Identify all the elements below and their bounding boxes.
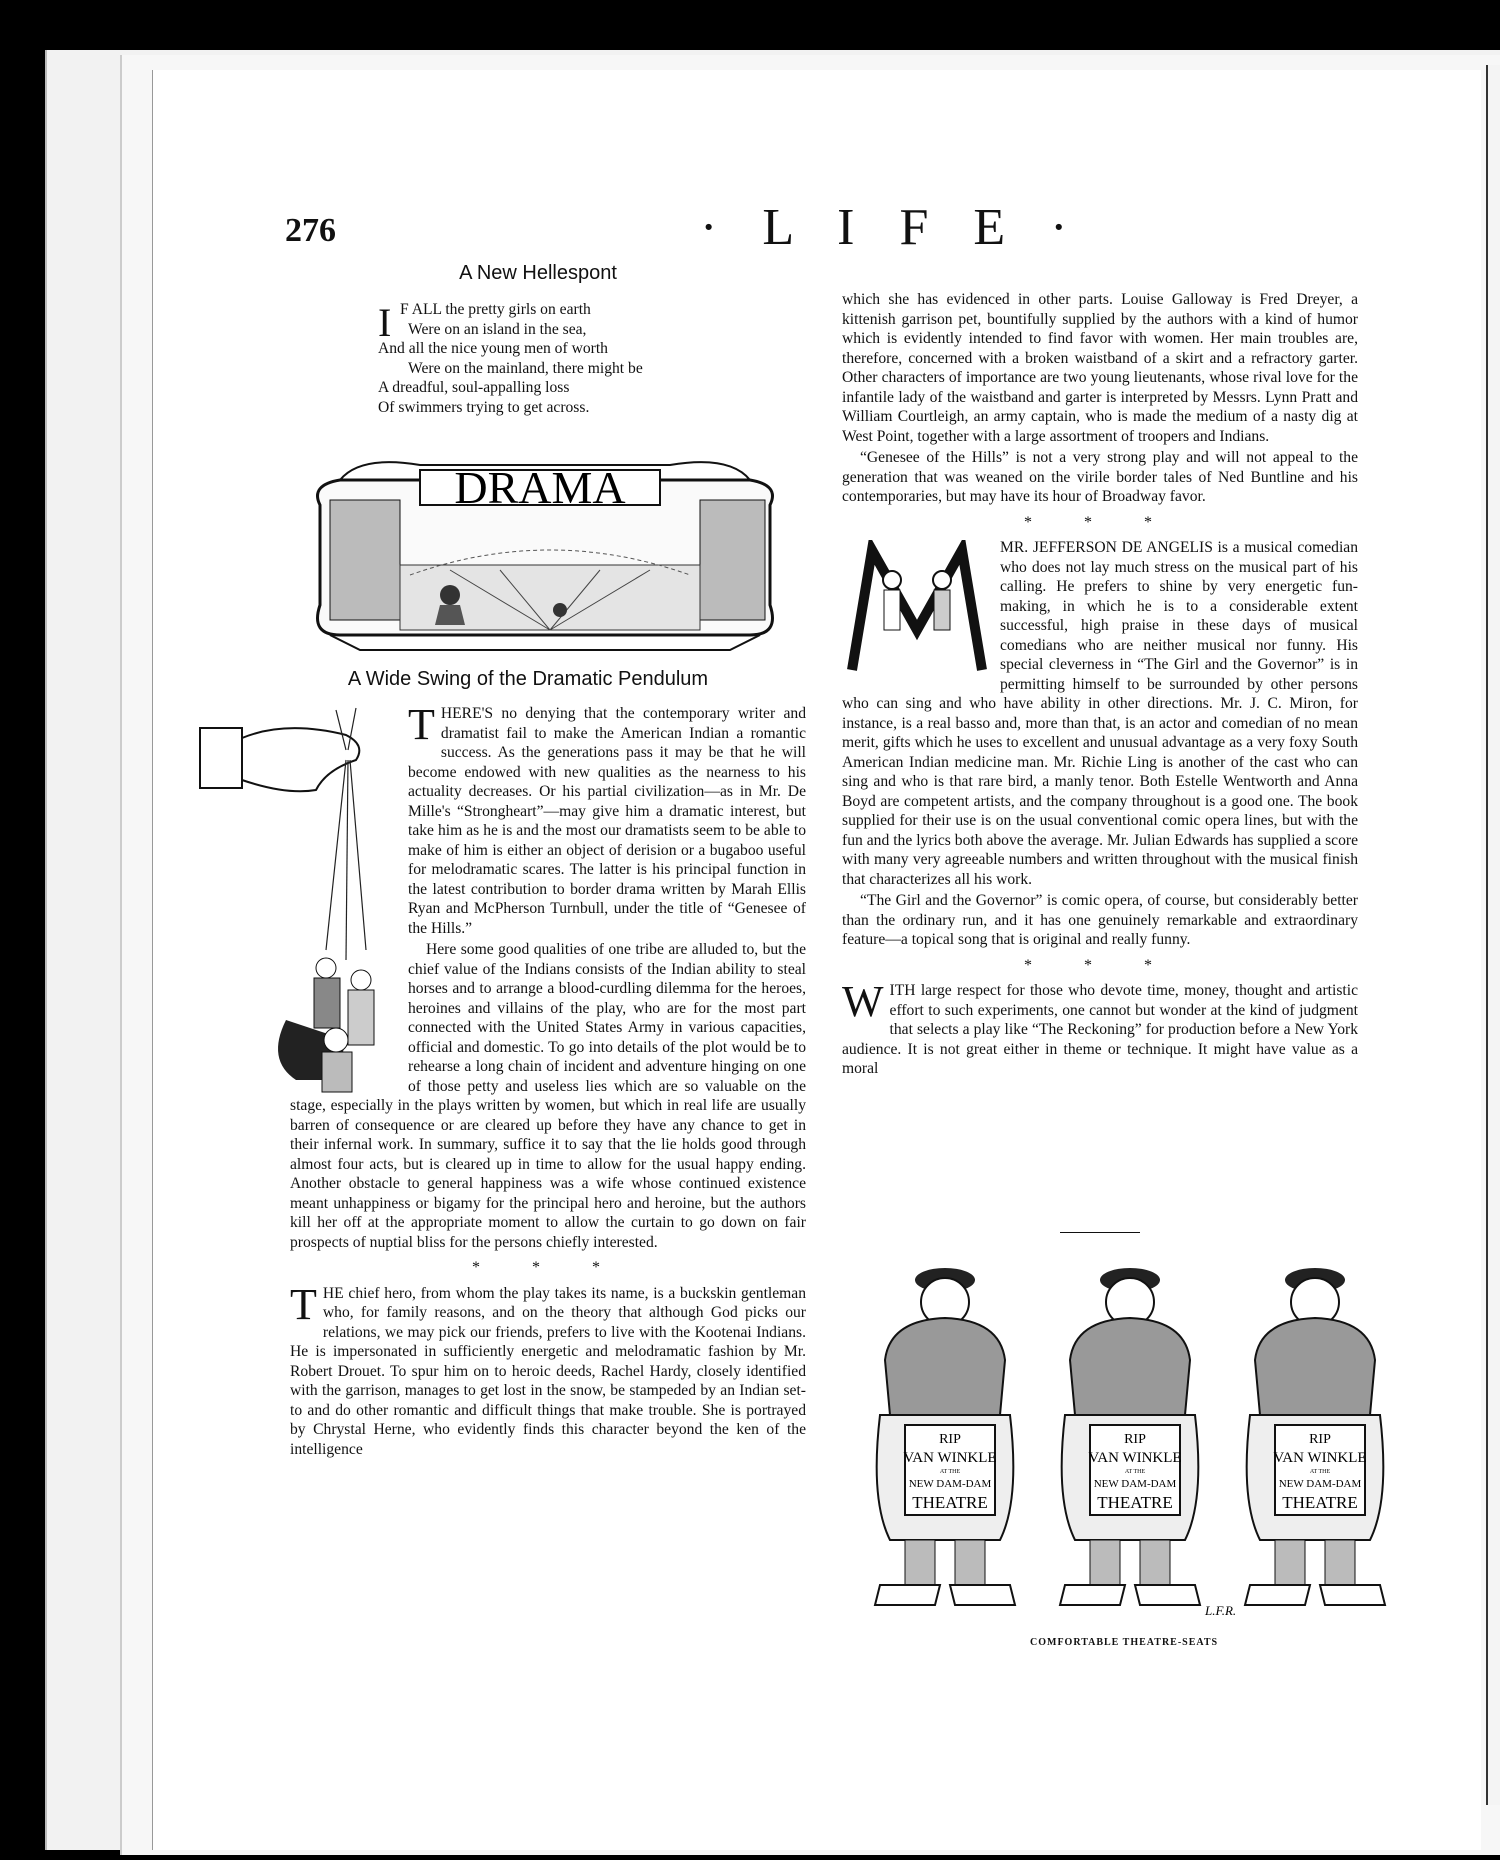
drama-banner-text: DRAMA (454, 462, 626, 513)
site-watermark: comicbooks.com (1248, 1812, 1472, 1845)
section-divider-stars: * * * (472, 1259, 624, 1276)
poem-line: Of swimmers trying to get across. (378, 398, 590, 416)
poem-title: A New Hellespont (459, 262, 617, 284)
sign-text: AT THE (939, 1469, 961, 1475)
article-dropcap: W (842, 977, 884, 1026)
section-divider-stars: * * * (1024, 513, 1176, 531)
sign-text: RIP (939, 1432, 961, 1447)
sign-text: AT THE (1124, 1469, 1146, 1475)
article-paragraph: HERE'S no denying that the contemporary writer and dramatist fail to make the American Indian a romantic success. As the generations pass it may be that he will become endowed with new qualities as the nearness to his actuality decreases. Or his partial civilization—as in Mr. De Mille's “Strongheart”—may give him a dramatic interest, but take him as he is and the most our dramatists seem to be able to make of him is either an object of derision or a bugaboo useful for melodramatic scares. The latter is his principal function in the latest contribution to border drama written by Marah Ellis Ryan and McPherson Turnbull, under the title of “Genesee of the Hills.” (408, 705, 806, 937)
poem-line: A dreadful, soul-appalling loss (378, 379, 570, 396)
article-paragraph: which she has evidenced in other parts. Louise Galloway is Fred Dreyer, a kittenish garrison pet, bountifully supplied by the authors with a kind of humor which is evidently intended to find favor with women. Her main troubles are, therefore, concerned with a broken waistband of a skirt and a refractory garter. Other characters of importance are two young lieutenants, whose rival love for the infantile lady of the waistband and garter is interpreted by Messrs. Lynn Pratt and William Courtleigh, an army captain, who is made the medium of a nasty dig at West Point, together with a large assortment of troopers and Indians. (842, 291, 1358, 445)
article-dropcap: T (408, 700, 435, 749)
facing-page-edge (1486, 65, 1500, 1805)
sign-text: AT THE (1309, 1469, 1331, 1475)
poem-dropcap: I (378, 300, 392, 345)
sign-text: NEW DAM-DAM (908, 1478, 992, 1490)
page-number: 276 (285, 212, 336, 249)
sign-text: RIP (1309, 1432, 1331, 1447)
poem-line: Were on the mainland, there might be (408, 359, 643, 377)
poem (378, 262, 698, 417)
article-paragraph: “The Girl and the Governor” is comic opera, of course, but considerably better than the ordinary run, and it has one genuinely remarkable and extraordinary feature—a topical song that is original and really funny. (842, 892, 1358, 948)
drama-banner-illustration (300, 445, 790, 660)
article-paragraph-text: R. JEFFERSON DE ANGELIS is a musical comedian who does not lay much stress on the musical part of his calling. He prefers to shine by very energetic fun-making, in which he is to a considerable extent successful, high praise in these days of musical comedians who are neither musical nor funny. His special cleverness in “The Girl and the Governor” is in permitting himself to be surrounded by other persons who can sing and who have ability in other directions. Mr. J. C. Miron, for instance, is a real basso and, more than that, is an actor and comedian of no mean merit, gifts which he uses to excellent and unusual advantage as a very foxy South American Indian medicine man. Mr. Richie Ling is another of the cast who can sing and who is that rare bird, a manly tenor. Both Estelle Wentworth and Anna Boyd are competent artists, and the company throughout is a good one. The book supplied for their use is on the usual conventional comic opera lines, but with the fun and the lyrics both above the average. Mr. Julian Edwards has supplied a score with many very agreeable numbers and written throughout with the musical finish that characterizes all his work. (842, 539, 1358, 888)
article-paragraph: ITH large respect for those who devote time, money, thought and artistic effort to such experiments, one cannot but wonder at the kind of judgment that selects a play like “The Reckoning” for production before a New York audience. It is not great either in theme or technique. It might have value as a moral (842, 982, 1358, 1077)
sign-text: THEATRE (1282, 1493, 1358, 1512)
article-paragraph: “Genesee of the Hills” is not a very strong play and will not appeal to the generation that was weaned on the virile border tales of Ned Buntline and his contemporaries, but may have its hour of Broadway favor. (842, 449, 1358, 505)
sign-text: VAN WINKLE (903, 1450, 997, 1466)
article-dropcap: M (1000, 539, 1014, 556)
article-dropcap: T (290, 1279, 317, 1329)
poem-line: F ALL the pretty girls on earth (400, 301, 591, 318)
cartoonist-signature: L.F.R. (1205, 1603, 1237, 1618)
article-paragraph: HE chief hero, from whom the play takes its name, is a buckskin gentleman who, for family reasons, and on the theory that although God picks our relations, we may pick our friends, prefers to live with the Kootenai Indians. He is impersonated in sufficiently energetic and melodramatic fashion by Mr. Robert Drouet. To spur him on to heroic deeds, Rachel Hardy, closely identified with the garrison, manages to get lost in the snow, be stampeded by an Indian set-to and do other romantic and difficult things that make trouble. She is portrayed by Chrystal Herne, who evidently finds this character beyond the ken of the intelligence (290, 1284, 806, 1458)
article-body-left (290, 700, 806, 1461)
cartoon-caption: COMFORTABLE THEATRE-SEATS (1030, 1637, 1219, 1648)
sign-text: THEATRE (1097, 1493, 1173, 1512)
sign-text: VAN WINKLE (1088, 1450, 1182, 1466)
sign-text: NEW DAM-DAM (1278, 1478, 1362, 1490)
sign-text: VAN WINKLE (1273, 1450, 1367, 1466)
rip-van-winkle-cartoon (850, 1240, 1420, 1635)
sign-text: NEW DAM-DAM (1093, 1478, 1177, 1490)
article-body-right (842, 290, 1358, 1081)
illuminated-m-illustration (842, 540, 992, 680)
left-column (290, 670, 806, 696)
section-divider-stars: * * * (1024, 956, 1176, 974)
article-paragraph: Here some good qualities of one tribe are alluded to, but the chief value of the Indians consists of the Indian ability to steal horses and to arrange a blood-curdling dilemma for the heroes, heroines and villains of the play, who are for the most part connected with the United States Army in various capacities, official and domestic. To go into details of the plot would be to rehearse a long chain of incident and adventure hinging on one of those petty and useless lies which are so valuable on the stage, especially in the plays written by women, but which in real life are usually barren of consequence or are cleared up before they have any chance to get in their infernal work. In summary, suffice it to say that the lie holds good through almost four acts, but is cleared up in time to allow for the usual happy ending. Another obstacle to general happiness was a wife whose continued existence meant unhappiness or bigamy for the principal hero and heroine, but the authors kill her off at the appropriate moment to allow the curtain to go down on fair prospects of nuptial bliss for the persons chiefly interested. (290, 941, 806, 1251)
poem-line: And all the nice young men of worth (378, 340, 608, 357)
sign-text: THEATRE (912, 1493, 988, 1512)
article-heading: A Wide Swing of the Dramatic Pendulum (347, 668, 709, 690)
cartoon-divider (1060, 1232, 1140, 1233)
poem-line: Were on an island in the sea, (408, 320, 587, 338)
illustration-wrap-spacer (290, 704, 408, 1088)
masthead-title: · L I F E · (700, 199, 1084, 256)
sign-text: RIP (1124, 1432, 1146, 1447)
